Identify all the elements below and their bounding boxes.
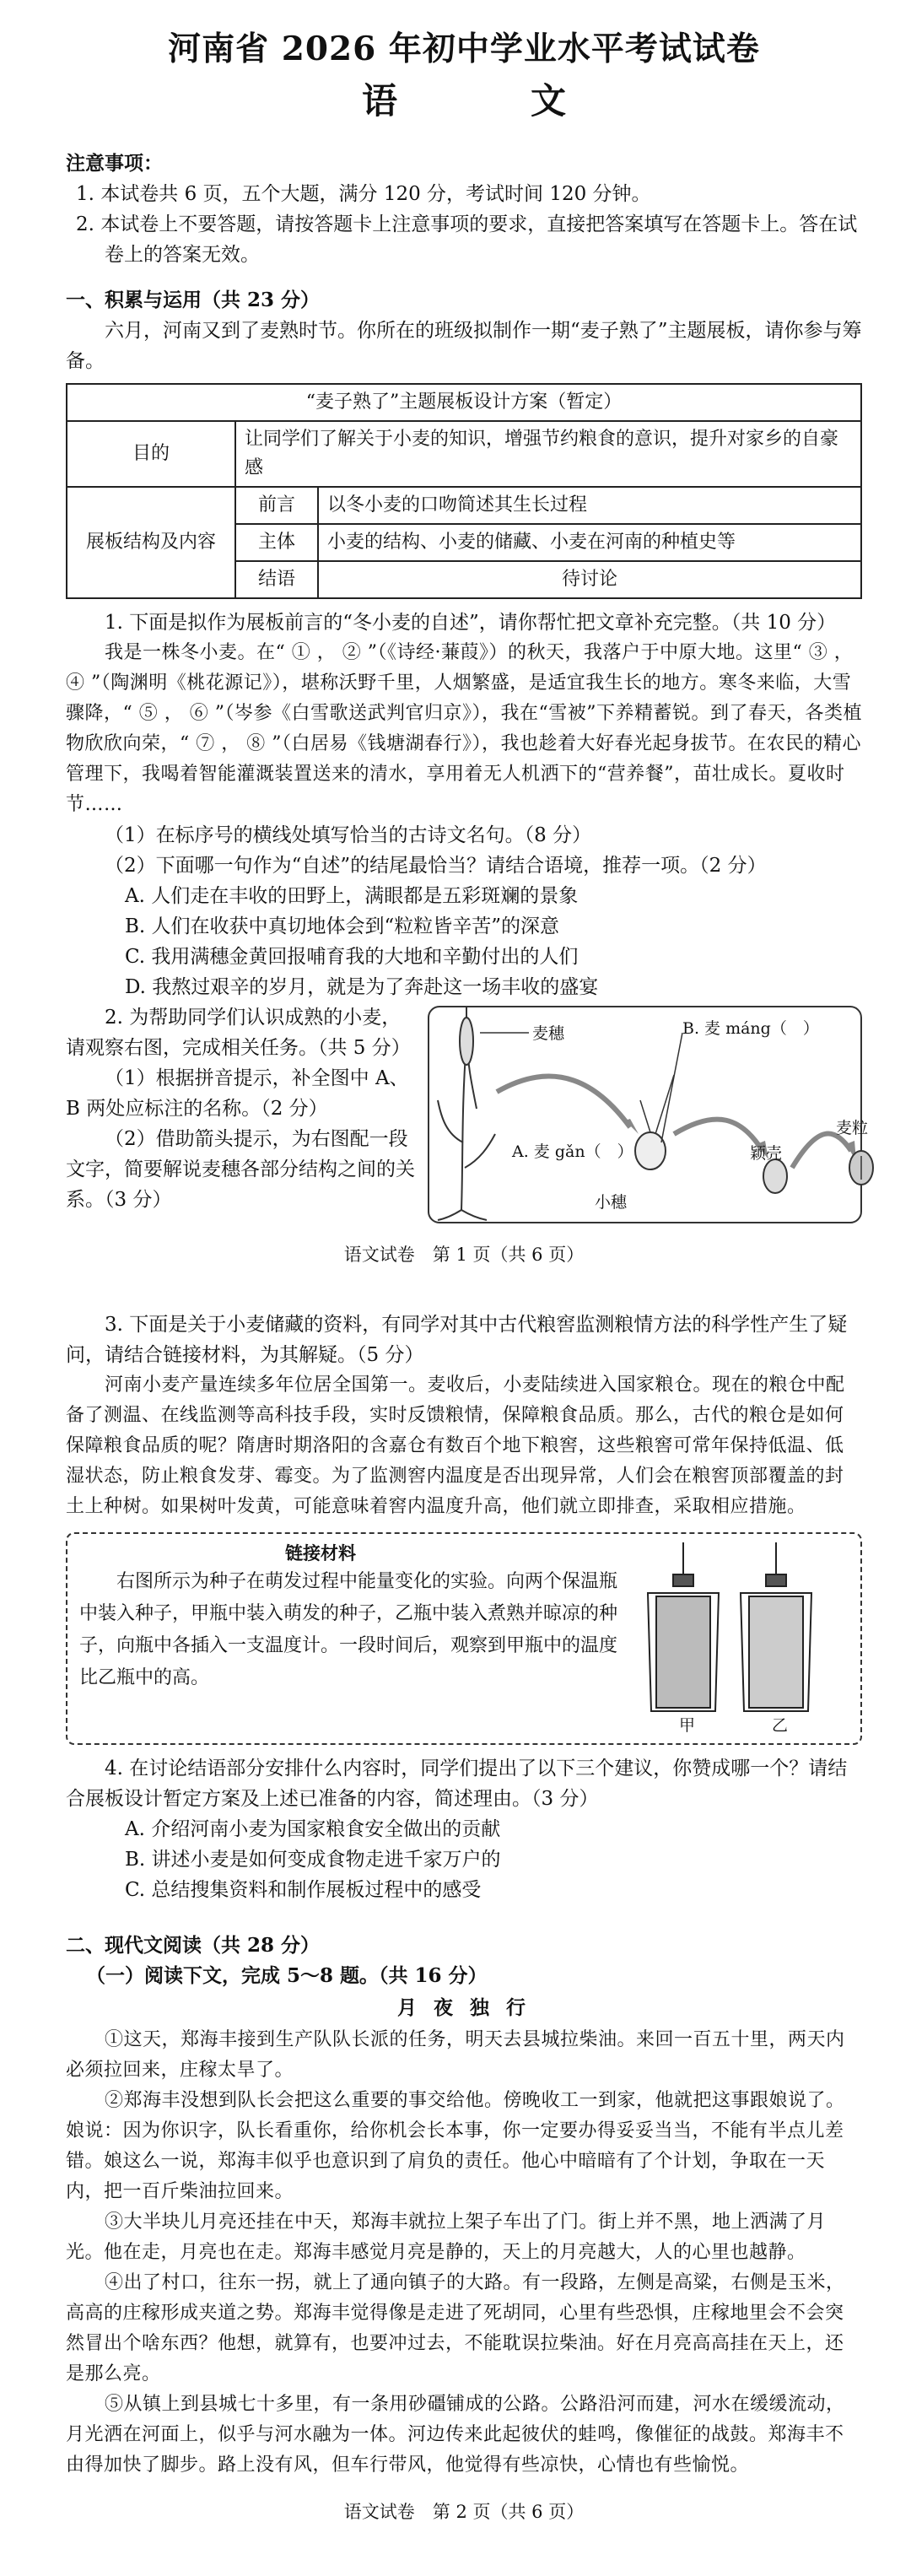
page-footer-1: 语文试卷 第 1 页（共 6 页） (343, 1245, 585, 1265)
link-text: 右图所示为种子在萌发过程中能量变化的实验。向两个保温瓶中装入种子，甲瓶中装入萌发的种子，乙瓶中装入煮熟并晾凉的种子，向瓶中各插入一支温度计。一段时间后，观察到甲瓶中的温度比乙瓶中的高。 (79, 1571, 618, 1688)
plan-caption: “麦子熟了”主题展板设计方案（暂定） (67, 384, 861, 421)
label-b: B. 麦 máng（ ） (682, 1019, 819, 1038)
article-title: 月 夜 独 行 (396, 1996, 531, 2019)
q1-sub1: （1）在标序号的横线处填写恰当的古诗文名句。（8 分） (105, 824, 592, 846)
section1-heading: 一、积累与运用（共 23 分） (66, 289, 321, 311)
thermos-figure (631, 1542, 842, 1736)
q2-block (66, 1002, 869, 1223)
q3-passage: 河南小麦产量连续多年位居全国第一。麦收后，小麦陆续进入国家粮仓。现在的粮仓中配备了测温、在线监测等高科技手段，实时反馈粮情，保障粮食品质。那么，古代的粮仓是如何保障粮食品质的呢？隋唐时期洛阳的含嘉仓有数百个地下粮窖，这些粮窖可常年保持低温、低湿状态，防止粮食发芽、霉变。为了监测窖内温度是否出现异常，人们会在粮窖顶部覆盖的封土上种树。如果树叶发黄，可能意味着窖内温度升高，他们就立即排查，采取相应措施。 (66, 1374, 845, 1517)
notice-heading: 注意事项： (66, 152, 163, 175)
wheat-figure (428, 1006, 869, 1223)
notice-item: 2. 本试卷上不要答题，请按答题卡上注意事项的要求，直接把答案填写在答题卡上。答在试卷上的答案无效。 (76, 213, 858, 266)
q2-sub1: （1）根据拼音提示，补全图中 A、B 两处应标注的名称。（2 分） (66, 1067, 409, 1120)
label-maisui: 麦穗 (532, 1024, 565, 1043)
part-name: 主体 (235, 524, 318, 561)
article-paragraph: ⑤从镇上到县城七十多里，有一条用砂礓铺成的公路。公路沿河而建，河水在缓缓流动，月光洒在河面上，似乎与河水融为一体。河边传来此起彼伏的蛙鸣，像催征的战鼓。郑海丰不由得加快了脚步。路上没有风，但车行带风，他觉得有些凉快，心情也有些愉悦。 (66, 2394, 845, 2476)
q2-stem: 2. 为帮助同学们认识成熟的小麦，请观察右图，完成相关任务。（共 5 分） (66, 1007, 411, 1059)
link-material (66, 1532, 862, 1745)
q1-sub2: （2）下面哪一句作为“自述”的结尾最恰当？请结合语境，推荐一项。（2 分） (105, 855, 767, 877)
part-content: 以冬小麦的口吻简述其生长过程 (318, 487, 861, 524)
page-gap (66, 1286, 862, 1310)
wheat-figure-drawing (429, 1007, 885, 1225)
subject-title: 语 文 (361, 80, 615, 122)
q4-option: A. 介绍河南小麦为国家粮食安全做出的贡献 (125, 1818, 501, 1840)
structure-label: 展板结构及内容 (67, 487, 235, 598)
q1-stem: 1. 下面是拟作为展板前言的“冬小麦的自述”，请你帮忙把文章补充完整。（共 10 分） (105, 612, 837, 634)
label-maili: 麦粒 (836, 1119, 869, 1137)
article-paragraph: ④出了村口，往东一拐，就上了通向镇子的大路。有一段路，左侧是高粱，右侧是玉米，高高的庄稼形成夹道之势。郑海丰觉得像是走进了死胡同，心里有些恐惧，庄稼地里会不会突然冒出个啥东西？他想，就算有，也要冲过去，不能耽误拉柴油。好在月亮高高挂在天上，还是那么亮。 (66, 2272, 845, 2384)
jar-b-label: 乙 (771, 1716, 788, 1735)
part-name: 结语 (235, 561, 318, 598)
q1-option: A. 人们走在丰收的田野上，满眼都是五彩斑斓的景象 (125, 885, 579, 907)
section2-heading: 二、现代文阅读（共 28 分） (66, 1934, 321, 1957)
jar-a-label: 甲 (678, 1716, 695, 1735)
notice-item: 1. 本试卷共 6 页，五个大题，满分 120 分，考试时间 120 分钟。 (76, 183, 651, 205)
q2-text (66, 1002, 416, 1223)
exam-title: 河南省 2026 年初中学业水平考试试卷 (168, 30, 760, 68)
goal-text: 让同学们了解关于小麦的知识，增强节约粮食的意识，提升对家乡的自豪感 (235, 421, 861, 487)
article-paragraph: ①这天，郑海丰接到生产队队长派的任务，明天去县城拉柴油。来回一百五十里，两天内必须拉回来，庄稼太旱了。 (66, 2029, 845, 2081)
label-yingke: 颖壳 (750, 1144, 783, 1163)
q1-option: B. 人们在收获中真切地体会到“粒粒皆辛苦”的深意 (125, 915, 560, 937)
article-paragraph: ②郑海丰没想到队长会把这么重要的事交给他。傍晚收工一到家，他就把这事跟娘说了。娘说：因为你识字，队长看重你，给你机会长本事，你一定要办得妥妥当当，不能有半点儿差错。娘这么一说，郑海丰似乎也意识到了肩负的责任。他心中暗暗有了个计划，争取在一天内，把一百斤柴油拉回来。 (66, 2090, 845, 2202)
section1-intro: 六月，河南又到了麦熟时节。你所在的班级拟制作一期“麦子熟了”主题展板，请你参与筹备。 (66, 320, 862, 372)
part-name: 前言 (235, 487, 318, 524)
label-a: A. 麦 gǎn（ ） (512, 1142, 633, 1161)
goal-label: 目的 (67, 421, 235, 487)
page-footer-2: 语文试卷 第 2 页（共 6 页） (343, 2502, 585, 2522)
q4-option: C. 总结搜集资料和制作展板过程中的感受 (125, 1879, 482, 1901)
part-content: 待讨论 (318, 561, 861, 598)
q1-option: C. 我用满穗金黄回报哺育我的大地和辛勤付出的人们 (125, 946, 579, 968)
q1-passage: 我是一株冬小麦。在“ ① ， ② ”（《诗经·蒹葭》）的秋天，我落户于中原大地。这里“ ③ ， ④ ”（陶渊明《桃花源记》），堪称沃野千里，人烟繁盛，是适宜我生长的地方。寒冬来临，大雪骤降，“ ⑤ ， ⑥ ”（岑参《白雪歌送武判官归京》），我在“雪被”下养精蓄锐。到了春天，各类植物欣欣向荣，“ ⑦ ， ⑧ ”（白居易《钱塘湖春行》），我也趁着大好春光起身拔节。在农民的精心管理下，我喝着智能灌溉装置送来的清水，享用着无人机洒下的“营养餐”，苗壮成长。夏收时节…… (66, 642, 862, 815)
article-paragraph: ③大半块儿月亮还挂在中天，郑海丰就拉上架子车出了门。街上并不黑，地上洒满了月光。他在走，月亮也在走。郑海丰感觉月亮是静的，天上的月亮越大，人的心里也越静。 (66, 2211, 827, 2263)
q3-stem: 3. 下面是关于小麦储藏的资料，有同学对其中古代粮窖监测粮情方法的科学性产生了疑问，请结合链接材料，为其解疑。（5 分） (66, 1314, 848, 1366)
plan-table (66, 383, 862, 599)
section2-subheading: （一）阅读下文，完成 5～8 题。（共 16 分） (86, 1964, 488, 1987)
q1-option: D. 我熬过艰辛的岁月，就是为了奔赴这一场丰收的盛宴 (125, 976, 599, 998)
part-content: 小麦的结构、小麦的储藏、小麦在河南的种植史等 (318, 524, 861, 561)
q2-sub2: （2）借助箭头提示，为右图配一段文字，简要解说麦穗各部分结构之间的关系。（3 分） (66, 1128, 415, 1211)
q4-option: B. 讲述小麦是如何变成食物走进千家万户的 (125, 1849, 501, 1871)
q4-stem: 4. 在讨论结语部分安排什么内容时，同学们提出了以下三个建议，你赞成哪一个？请结合展板设计暂定方案及上述已准备的内容，简述理由。（3 分） (66, 1758, 848, 1810)
label-xiaosui: 小穗 (595, 1193, 628, 1212)
link-title: 链接材料 (285, 1542, 356, 1563)
